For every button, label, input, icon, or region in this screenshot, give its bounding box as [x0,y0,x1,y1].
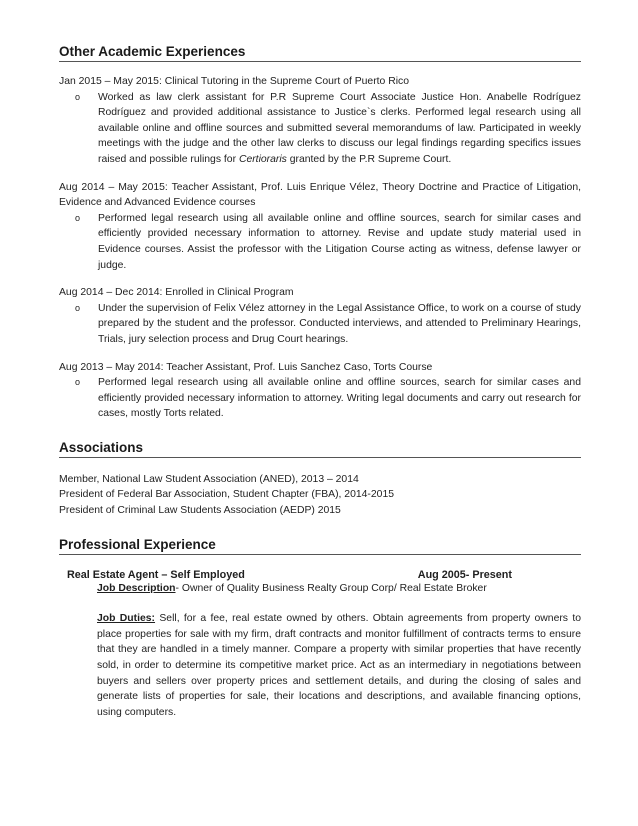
entry-heading: Jan 2015 – May 2015: Clinical Tutoring in the Supreme Court of Puerto Rico [59,76,410,87]
job-title: Real Estate Agent – Self Employed [67,568,245,581]
association-item: Member, National Law Student Association (ANED), 2013 – 2014 [59,473,359,485]
job-description-label: Job Description [97,582,176,594]
entry-bullet: o Performed legal research using all available online and offline sources, search for similar cases and efficiently provided necessary information to attorney. Writing legal documents and carry out research for cases, mostly Torts related. [75,377,581,420]
job-dates: Aug 2005- Present [417,568,512,581]
experience-entry [59,74,581,168]
section-title-associations: Associations [59,440,581,458]
bullet-icon: o [75,377,81,388]
experience-entry [59,180,581,274]
section-title-other-academic: Other Academic Experiences [59,44,581,62]
entry-heading: Aug 2014 – Dec 2014: Enrolled in Clinical Program [59,287,294,299]
section-title-professional: Professional Experience [59,537,581,555]
entry-heading: Aug 2013 – May 2014: Teacher Assistant, Prof. Luis Sanchez Caso, Torts Course [59,361,433,373]
entry-bullet: o Worked as law clerk assistant for P.R Supreme Court Associate Justice Hon. Anabelle Rodríguez Rodríguez and provided additional assistance to Justice`s clerks. Performed legal research using all available online and offline sources and submitted several memorandums of law. Participated in weekly meetings with the judge and the other law clerks to discuss our legal findings regarding specifics issues raised and possible rulings for Certioraris granted by the P.R Supreme Court. [75,91,581,165]
entry-heading: Aug 2014 – May 2015: Teacher Assistant, Prof. Luis Enrique Vélez, Theory Doctrine and Practice of Litigation, Evidence and Advanced Evidence courses [59,181,581,209]
entry-bullet: o Performed legal research using all available online and offline sources, search for similar cases and efficiently provided necessary information to attorney. Revise and update study material used in Evidence courses. Assist the professor with the Litigation Course acting as witness, defense lawyer or judge. [75,212,581,271]
resume-page [59,44,581,720]
bullet-icon: o [75,212,81,223]
association-item: President of Federal Bar Association, Student Chapter (FBA), 2014-2015 [59,489,394,501]
experience-entry [59,285,581,347]
job-description: Job Description- Owner of Quality Business Realty Group Corp/ Real Estate Broker [97,582,487,594]
bullet-icon: o [75,91,81,102]
other-experience-list [59,74,581,422]
bullet-icon: o [75,302,81,313]
association-item: President of Criminal Law Students Association (AEDP) 2015 [59,505,341,517]
experience-entry [59,360,581,422]
job-duties: Job Duties: Sell, for a fee, real estate owned by others. Obtain agreements from property owners to place properties for sale with my firm, draft contracts and monitor fulfillment of contracts terms to ensure that they are handled in a timely manner. Compare a property with similar properties that have recently sold, in order to determine its competitive market price. Act as an intermediary in negotiations between buyers and sellers over property prices and settlement details, and during the closing of sales and generate lists of properties for sale, their locations and descriptions, and available financing options, using computers. [97,613,581,718]
associations-list [59,472,581,519]
job-header [59,569,512,581]
entry-bullet: o Under the supervision of Felix Vélez attorney in the Legal Assistance Office, to work on a course of study prepared by the student and the professor. Conducted interviews, and attended to Preliminary Hearings, Trials, jury selection process and Drug Court hearings. [75,302,581,345]
job-duties-label: Job Duties: [97,613,156,625]
